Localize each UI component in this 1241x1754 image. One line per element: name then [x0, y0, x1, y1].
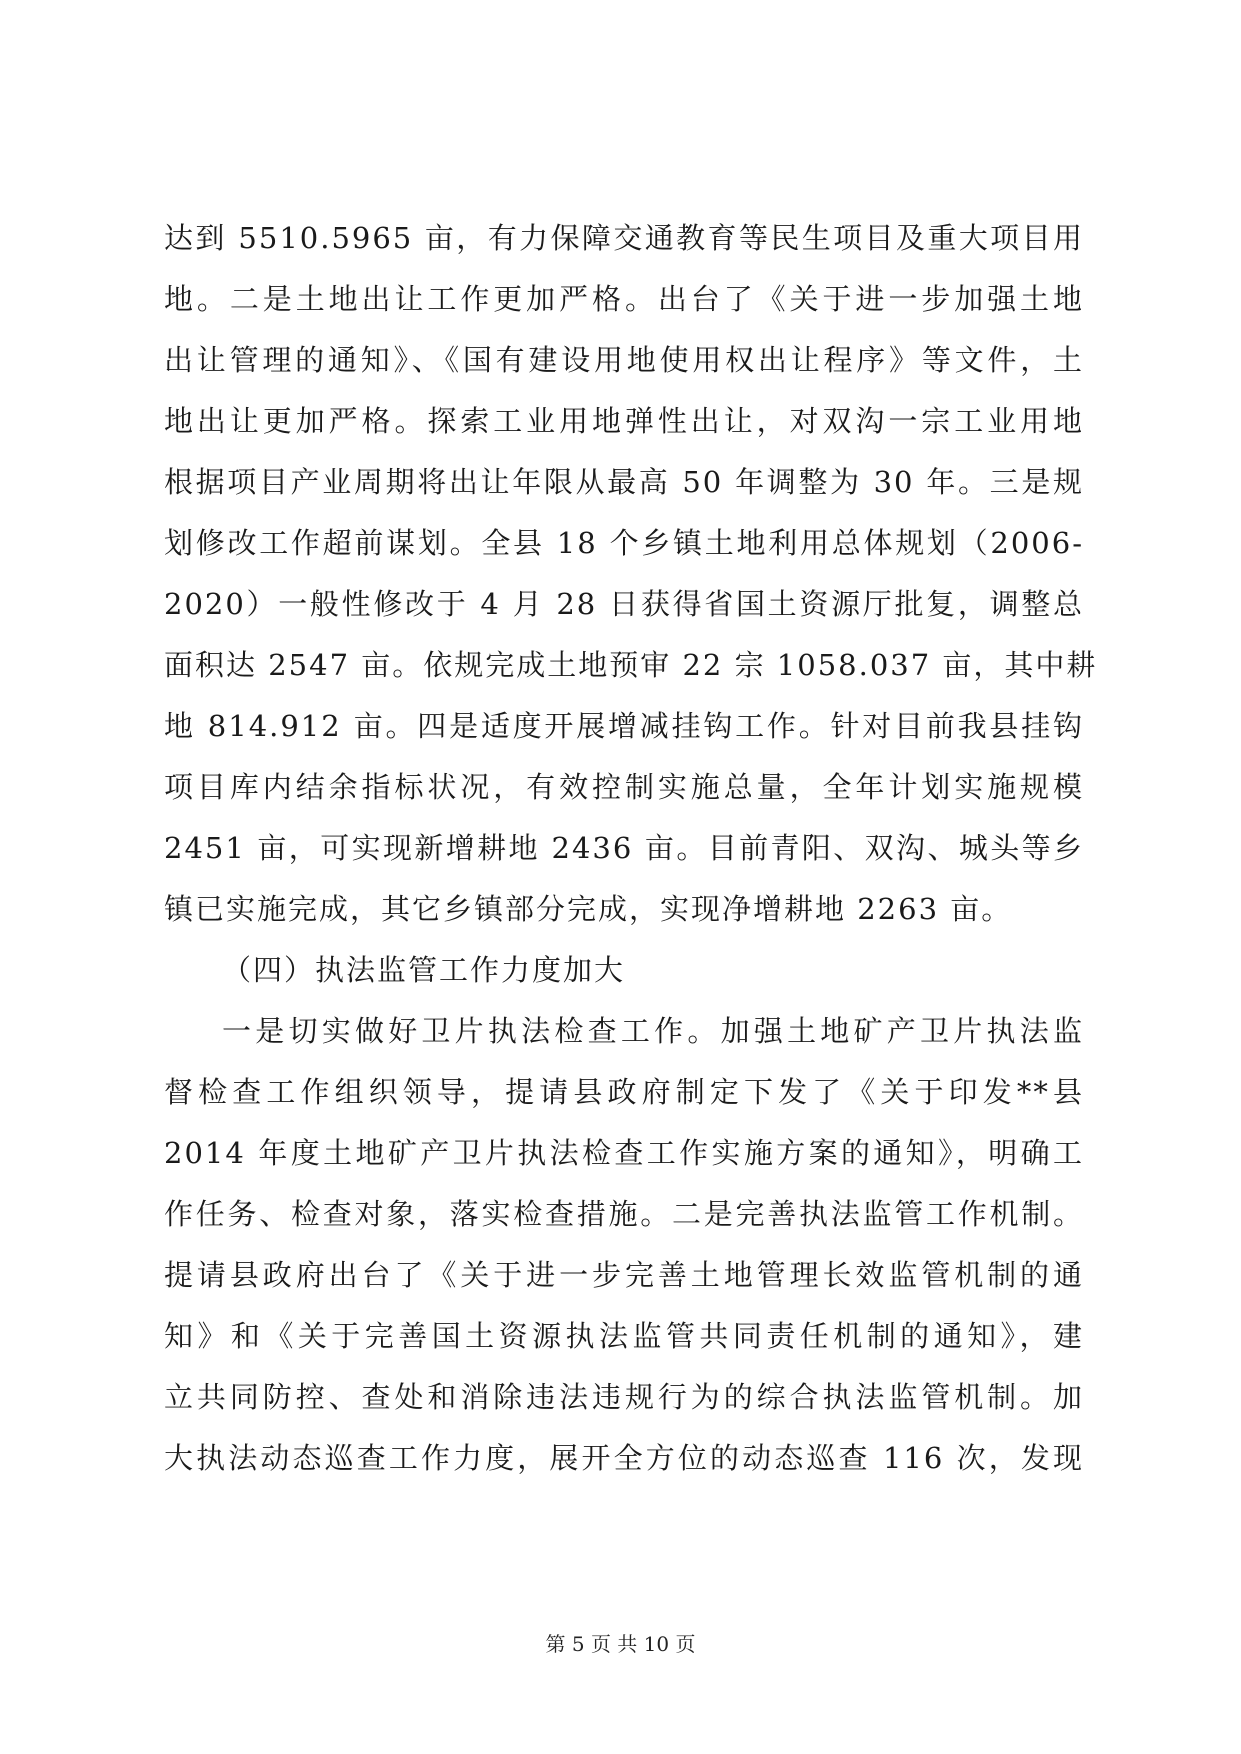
text-line: 大执法动态巡查工作力度，展开全方位的动态巡查 116 次，发现 — [164, 1441, 1084, 1475]
text-line: 一是切实做好卫片执法检查工作。加强土地矿产卫片执法监 — [222, 1014, 1084, 1048]
page-footer: 第 5 页 共 10 页 — [545, 1632, 696, 1656]
text-line: 作任务、检查对象，落实检查措施。二是完善执法监管工作机制。 — [164, 1197, 1084, 1231]
text-line: 知》和《关于完善国土资源执法监管共同责任机制的通知》，建 — [164, 1319, 1084, 1353]
text-line: 督检查工作组织领导，提请县政府制定下发了《关于印发**县 — [164, 1075, 1084, 1109]
text-line: 镇已实施完成，其它乡镇部分完成，实现净增耕地 2263 亩。 — [164, 892, 1013, 926]
body-text — [164, 208, 1098, 1489]
text-line: 出让管理的通知》、《国有建设用地使用权出让程序》等文件，土 — [164, 343, 1084, 377]
text-line: 地 814.912 亩。四是适度开展增减挂钩工作。针对目前我县挂钩 — [164, 709, 1084, 743]
text-line: 地出让更加严格。探索工业用地弹性出让，对双沟一宗工业用地 — [164, 404, 1084, 438]
text-line: 根据项目产业周期将出让年限从最高 50 年调整为 30 年。三是规 — [164, 465, 1084, 499]
text-line: 达到 5510.5965 亩，有力保障交通教育等民生项目及重大项目用 — [164, 221, 1084, 255]
text-line: 面积达 2547 亩。依规完成土地预审 22 宗 1058.037 亩，其中耕 — [164, 648, 1098, 682]
text-line: 地。二是土地出让工作更加严格。出台了《关于进一步加强土地 — [164, 282, 1084, 316]
text-line: 项目库内结余指标状况，有效控制实施总量，全年计划实施规模 — [164, 770, 1084, 804]
text-line: 2451 亩，可实现新增耕地 2436 亩。目前青阳、双沟、城头等乡 — [164, 831, 1084, 865]
text-line: 2020）一般性修改于 4 月 28 日获得省国土资源厅批复，调整总 — [164, 587, 1084, 621]
text-line: 划修改工作超前谋划。全县 18 个乡镇土地利用总体规划（2006- — [164, 526, 1084, 560]
text-line: 立共同防控、查处和消除违法违规行为的综合执法监管机制。加 — [164, 1380, 1084, 1414]
section-heading: （四）执法监管工作力度加大 — [222, 953, 626, 987]
text-line: 2014 年度土地矿产卫片执法检查工作实施方案的通知》，明确工 — [164, 1136, 1084, 1170]
text-line: 提请县政府出台了《关于进一步完善土地管理长效监管机制的通 — [164, 1258, 1084, 1292]
